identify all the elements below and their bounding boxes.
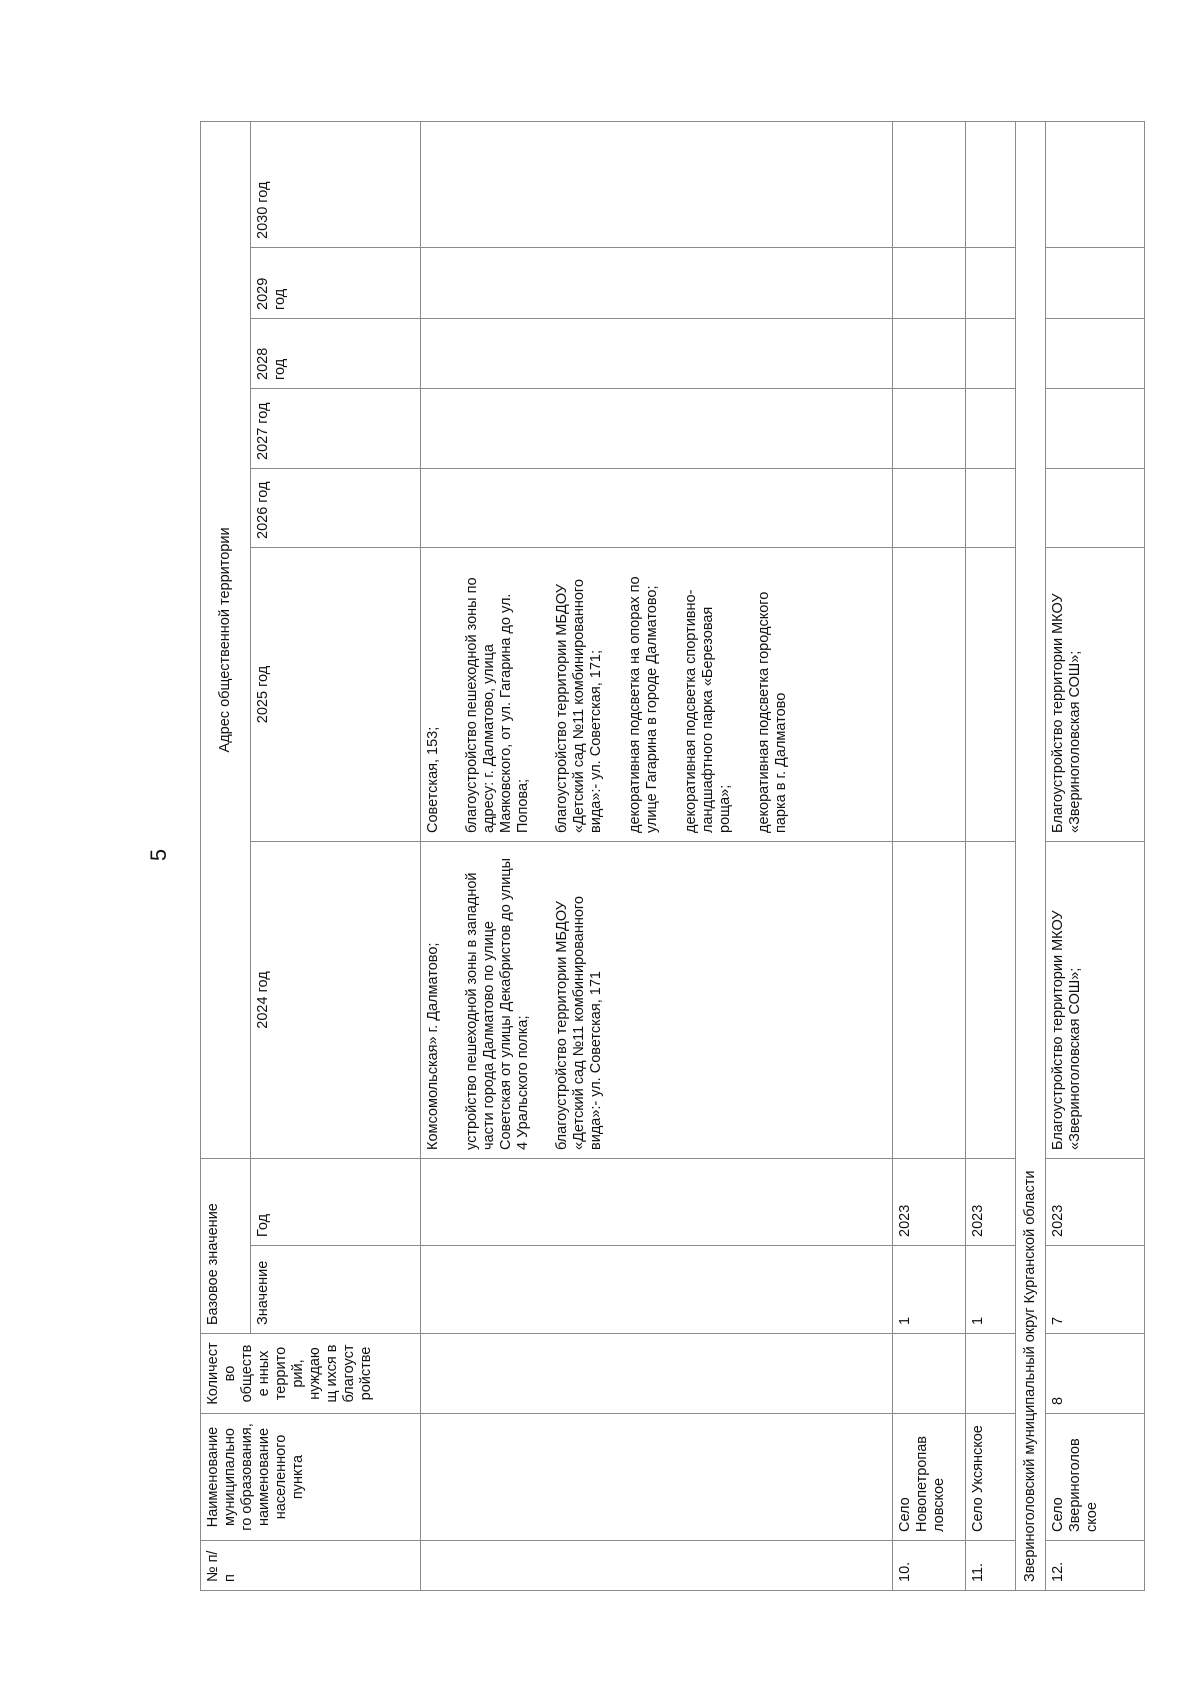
address-item: устройство пешеходной зоны в западной части города Далматово по улице Советская от улицы Декабристов до улицы 4 Уральского полка;: [464, 857, 531, 1150]
row-name: Село Уксянское: [966, 1414, 1016, 1541]
address-item: декоративная подсветка спортивно-ландшафтного парка «Березовая роща»;: [683, 589, 733, 833]
row-2026: [421, 468, 893, 547]
row-value: 1: [966, 1246, 1016, 1334]
district-row: [1016, 121, 1046, 1590]
row-2027: [893, 388, 966, 468]
row-2030: [893, 121, 966, 247]
row-2027: [966, 388, 1016, 468]
header-num: № п/п: [201, 1541, 421, 1591]
header-row-1: [201, 121, 251, 1590]
row-name: Село Звериноголов ское: [1046, 1414, 1145, 1541]
header-name: Наименование муниципально го образования, наименование населенного пункта: [201, 1414, 421, 1541]
address-item: благоустройство пешеходной зоны по адресу: г. Далматово, улица Маяковского, от ул. Гагарина до ул. Попова;: [464, 577, 531, 833]
row-2025: [1046, 547, 1145, 841]
row-num: 11.: [966, 1541, 1016, 1591]
row-2026: [1046, 468, 1145, 547]
row-count: [966, 1334, 1016, 1414]
address-item: благоустройство территории МБДОУ «Детский сад №11 комбинированного вида»:- ул. Советская, 171;: [554, 579, 604, 833]
header-year-2024: 2024 год: [251, 841, 421, 1158]
rotated-table-wrapper: [200, 122, 1144, 1591]
address-item: Советская, 153;: [425, 726, 441, 833]
row-2024: [893, 841, 966, 1158]
row-2027: [1046, 388, 1145, 468]
row-value: 1: [893, 1246, 966, 1334]
header-base-group: Базовое значение: [201, 1158, 251, 1333]
row-year: 2023: [1046, 1158, 1145, 1245]
address-item: декоративная подсветка на опорах по улице Гагарина в городе Далматово;: [627, 576, 660, 833]
row-2027: [421, 388, 893, 468]
table-body: [201, 121, 1145, 1590]
address-item: благоустройство территории МБДОУ «Детский сад №11 комбинированного вида»:- ул. Советская, 171: [554, 896, 604, 1150]
address-item: декоративная подсветка городского парка в г. Далматово: [756, 591, 789, 833]
row-2025: [421, 547, 893, 841]
row-2029: [966, 247, 1016, 318]
table-row: [421, 121, 893, 1590]
table-row: [1046, 121, 1145, 1590]
table-row: [966, 121, 1016, 1590]
header-year-2030: 2030 год: [251, 121, 421, 247]
address-item: Благоустройство территории МКОУ «Звериноголовская СОШ»;: [1050, 910, 1083, 1150]
address-item: Комсомольская» г. Далматово;: [425, 942, 441, 1150]
header-count: Количест во обществе нных террито рий, нуждающ ихся в благоуст ройстве: [201, 1334, 421, 1414]
row-count: [893, 1334, 966, 1414]
row-2025: [966, 547, 1016, 841]
header-year-2028: 2028 год: [251, 318, 421, 388]
row-2026: [893, 468, 966, 547]
page-number: 5: [146, 848, 171, 862]
row-2030: [1046, 121, 1145, 247]
row-num: [421, 1541, 893, 1591]
row-2029: [421, 247, 893, 318]
header-year-2025: 2025 год: [251, 547, 421, 841]
row-num: 10.: [893, 1541, 966, 1591]
row-name: [421, 1414, 893, 1541]
row-2028: [421, 318, 893, 388]
header-base-value: Значение: [251, 1246, 421, 1334]
row-year: 2023: [966, 1158, 1016, 1245]
row-count: 8: [1046, 1334, 1145, 1414]
row-2030: [421, 121, 893, 247]
row-2028: [1046, 318, 1145, 388]
row-num: 12.: [1046, 1541, 1145, 1591]
row-2028: [893, 318, 966, 388]
header-year-2026: 2026 год: [251, 468, 421, 547]
row-count: [421, 1334, 893, 1414]
row-2029: [1046, 247, 1145, 318]
row-2026: [966, 468, 1016, 547]
table-row: [893, 121, 966, 1590]
row-value: 7: [1046, 1246, 1145, 1334]
row-name: Село Новопетропав ловское: [893, 1414, 966, 1541]
address-item: Благоустройство территории МКОУ «Звериноголовская СОШ»;: [1050, 593, 1083, 833]
header-year-2029: 2029 год: [251, 247, 421, 318]
row-2028: [966, 318, 1016, 388]
row-2024: [966, 841, 1016, 1158]
row-year: [421, 1158, 893, 1245]
row-2024: [1046, 841, 1145, 1158]
header-year-2027: 2027 год: [251, 388, 421, 468]
row-2030: [966, 121, 1016, 247]
row-value: [421, 1246, 893, 1334]
row-2024: [421, 841, 893, 1158]
header-base-year: Год: [251, 1158, 421, 1245]
row-2025: [893, 547, 966, 841]
row-year: 2023: [893, 1158, 966, 1245]
public-territories-table: [200, 121, 1145, 1591]
district-name: Звериноголовский муниципальный округ Курганской области: [1016, 121, 1046, 1590]
row-2029: [893, 247, 966, 318]
header-address-group: Адрес общественной территории: [201, 121, 251, 1158]
